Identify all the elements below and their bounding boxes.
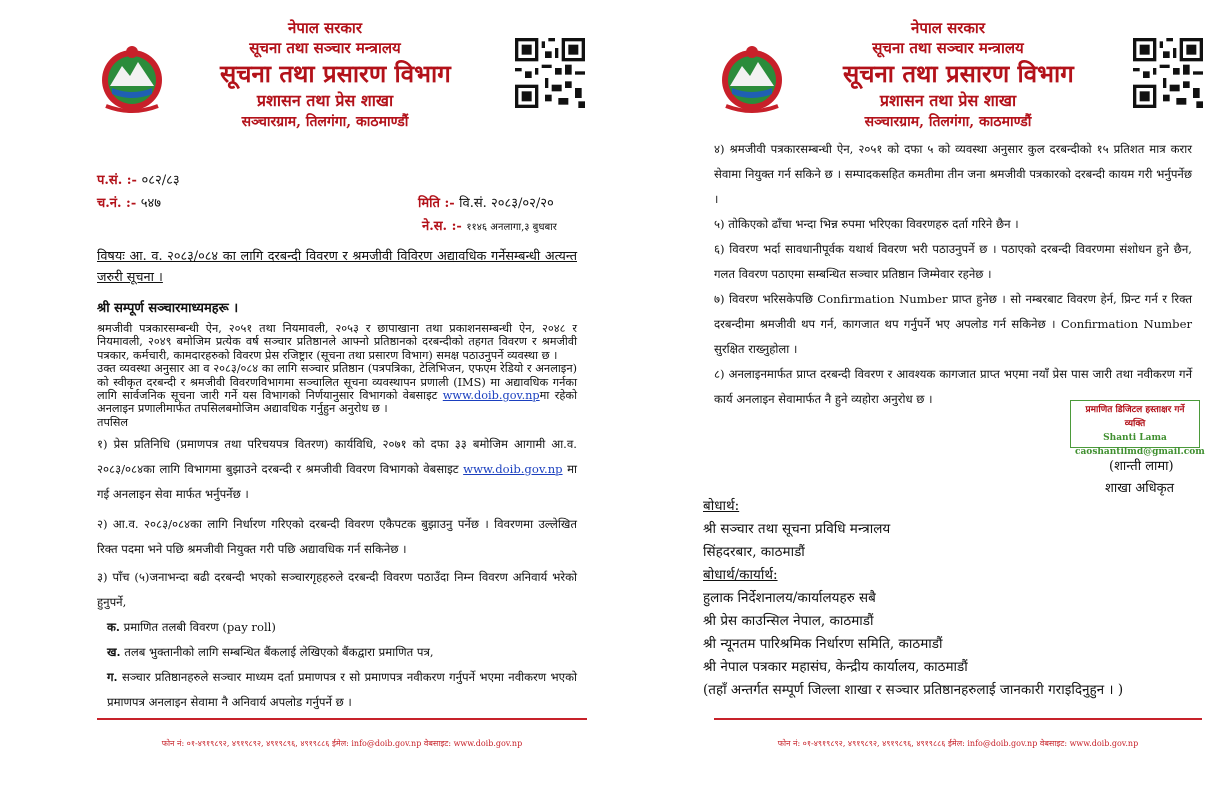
karyarth-5: (तहाँ अन्तर्गत सम्पूर्ण जिल्ला शाखा र सञ्चार प्रतिष्ठानहरुलाई जानकारी गराइदिनुहुन । ) <box>703 682 1124 698</box>
letterhead <box>843 18 1074 132</box>
footer-contact: फोन नं: ०१-४९१९८९२, ४९१९८९२, ४९१९८९६, ४९१९८८६ ईमेल: info@doib.gov.np वेबसाइट: www.doib.gov.np <box>161 739 523 748</box>
signature-box-email: caoshantilmd@gmail.com <box>1075 447 1205 457</box>
letterhead-section: प्रशासन तथा प्रेस शाखा <box>879 91 1017 110</box>
karyarth-4: श्री नेपाल पत्रकार महासंघ, केन्द्रीय कार्यालय, काठमाडौं <box>703 659 968 675</box>
letter-date: मिति :- वि.सं. २०८३/०२/२० <box>418 196 554 211</box>
doib-website-link-2[interactable]: www.doib.gov.np <box>463 462 563 476</box>
karyarth-1: हुलाक निर्देशनालय/कार्यालयहरु सबै <box>703 590 876 606</box>
chalani-number: च.नं. :- ५४७ <box>97 196 162 211</box>
page-2 <box>615 0 1230 790</box>
letterhead-ministry: सूचना तथा सञ्चार मन्त्रालय <box>872 39 1024 57</box>
left-items <box>97 432 577 715</box>
signatory-name: (शान्ती लामा) <box>1109 459 1174 474</box>
karyarth-label: बोधार्थ/कार्यार्थ: <box>703 567 778 583</box>
item-1: १) प्रेस प्रतिनिधि (प्रमाणपत्र तथा परिचयपत्र वितरण) कार्यविधि, २०७१ को दफा ३३ बमोजिम आगामी आ.व. २०८३/०८४का लागि विभागमा बुझाउने दरबन्दी र श्रमजीवी विवरण विभागको वेबसाइट www.doib.gov.np मा गई अनलाइन सेवा मार्फत भर्नुपर्नेछ । <box>97 437 578 501</box>
letterhead-department: सूचना तथा प्रसारण विभाग <box>843 59 1074 88</box>
letterhead-address: सञ्चारग्राम, तिलगंगा, काठमाण्डौं <box>864 114 1032 130</box>
signature-box-name: Shanti Lama <box>1103 433 1167 443</box>
letterhead-department: सूचना तथा प्रसारण विभाग <box>220 59 451 88</box>
bodharth-label: बोधार्थ: <box>703 498 740 514</box>
signatory-designation: शाखा अधिकृत <box>1105 481 1175 496</box>
letterhead-government: नेपाल सरकार <box>911 19 985 37</box>
footer-divider <box>97 718 587 720</box>
item-2: २) आ.व. २०८३/०८४का लागि निर्धारण गरिएको दरबन्दी विवरण एकैपटक बुझाउनु पर्नेछ । विवरणमा उल्लेखित रिक्त पदमा भने पछि श्रमजीवी नियुक्त गरी पछि अद्यावधिक गर्न सकिनेछ । <box>97 517 577 556</box>
item-8: ८) अनलाइनमार्फत प्राप्त दरबन्दी विवरण र आवश्यक कागजात प्राप्त भएमा नयाँ प्रेस पास जारी तथा नवीकरण गर्ने कार्य अनलाइन सेवामार्फत नै हुने व्यहोरा अनुरोध छ । <box>714 367 1192 406</box>
karyarth-3: श्री न्यूनतम पारिश्रमिक निर्धारण समिति, काठमाडौं <box>703 636 943 652</box>
qr-code-icon <box>1133 38 1203 108</box>
distribution-list <box>703 495 1123 702</box>
salutation: श्री सम्पूर्ण सञ्चारमाध्यमहरू । <box>97 301 239 316</box>
bodharth-2: सिंहदरबार, काठमाडौं <box>703 544 805 560</box>
signature-box-title: प्रमाणित डिजिटल हस्ताक्षर गर्ने व्यक्ति <box>1085 405 1185 429</box>
item-3: ३) पाँच (५)जनाभन्दा बढी दरबन्दी भएको सञ्चारगृहहरुले दरबन्दी विवरण पठाउँदा निम्न विवरण अनिवार्य भरेको हुनुपर्ने, <box>97 570 577 609</box>
nepal-sambat-date: ने.स. :- ११४६ अनलागा,३ बुधबार <box>422 219 557 234</box>
item-4: ४) श्रमजीवी पत्रकारसम्बन्धी ऐन, २०५१ को दफा ५ को व्यवस्था अनुसार कुल दरबन्दीको १५ प्रतिशत मात्र करार सेवामा नियुक्त गर्न सकिने छ । सम्पादकसहित कमतीमा तीन जना श्रमजीवी पत्रकारको दरबन्दी कायम गरी भर्नुपर्नेछ । <box>714 142 1192 206</box>
doib-website-link[interactable]: www.doib.gov.np <box>442 389 540 403</box>
intro-paragraph-1: श्रमजीवी पत्रकारसम्बन्धी ऐन, २०५१ तथा नियमावली, २०५३ र छापाखाना तथा प्रकाशनसम्बन्धी ऐन, २०४८ र नियमावली, २०४९ बमोजिम प्रत्येक वर्ष सञ्चार प्रतिष्ठानले आफ्नो प्रतिष्ठानको दरबन्दीको तहगत विवरण र श्रमजीवी पत्रकार, कर्मचारी, कामदारहरुको विवरण प्रेस रजिष्ट्रार (सूचना तथा प्रसारण विभाग) समक्ष पठाउनुपर्ने व्यवस्था छ । <box>97 322 577 362</box>
item-kha: ख. तलब भुक्तानीको लागि सम्बन्धित बैंकलाई लेखिएको बैंकद्वारा प्रमाणित पत्र, <box>107 645 434 659</box>
item-5: ५) तोकिएको ढाँचा भन्दा भिन्न रुपमा भरिएका विवरणहरु दर्ता गरिने छैन । <box>714 217 1019 231</box>
qr-code-icon <box>515 38 585 108</box>
intro-text <box>97 322 577 429</box>
item-7: ७) विवरण भरिसकेपछि Confirmation Number प्राप्त हुनेछ । सो नम्बरबाट विवरण हेर्न, प्रिन्ट गर्न र रिक्त दरबन्दीमा श्रमजीवी थप गर्न, कागजात थप गर्नुपर्ने भए अपलोड गर्न सकिनेछ । Confirmation Number सुरक्षित राख्नुहोला । <box>714 292 1192 356</box>
item-ga: ग. सञ्चार प्रतिष्ठानहरुले सञ्चार माध्यम दर्ता प्रमाणपत्र र सो प्रमाणपत्र नवीकरण गर्नुपर्ने भएमा नवीकरण भएको प्रमाणपत्र अनलाइन सेवामा नै अनिवार्य अपलोड गर्नुपर्ने छ । <box>107 670 578 709</box>
footer-contact: फोन नं: ०१-४९१९८९२, ४९१९८९२, ४९१९८९६, ४९१९८८६ ईमेल: info@doib.gov.np वेबसाइट: www.doib.gov.np <box>777 739 1139 748</box>
karyarth-2: श्री प्रेस काउन्सिल नेपाल, काठमाडौं <box>703 613 874 629</box>
intro-paragraph-2: उक्त व्यवस्था अनुसार आ व २०८३/०८४ का लागि सञ्चार प्रतिष्ठान (पत्रपत्रिका, टेलिभिजन, एफएम रेडियो र अनलाइन) को स्वीकृत दरबन्दी र श्रमजीवी विवरणविभागमा सञ्चालित सूचना व्यवस्थापन प्रणाली (IMS) मा अद्यावधिक गर्नका लागि सार्वजनिक सूचना जारी गर्ने यस विभागको निर्णयानुसार विभागको वेबसाइट www.doib.gov.npमा रहेको अनलाइन प्रणालीमार्फत तपसिलबमोजिम अद्यावधिक गर्नुहुन अनुरोध छ । <box>97 362 577 416</box>
tapasil-label: तपसिल <box>97 415 129 429</box>
letterhead-ministry: सूचना तथा सञ्चार मन्त्रालय <box>249 39 401 57</box>
letterhead <box>220 18 451 132</box>
digital-signature-box <box>1070 400 1205 457</box>
nepal-emblem-icon <box>92 36 172 116</box>
letterhead-government: नेपाल सरकार <box>288 19 362 37</box>
ps-number: प.सं. :- ०८२/८३ <box>97 173 180 188</box>
letterhead-section: प्रशासन तथा प्रेस शाखा <box>256 91 394 110</box>
nepal-emblem-icon <box>712 36 792 116</box>
right-items <box>714 137 1192 412</box>
footer-divider <box>714 718 1202 720</box>
item-6: ६) विवरण भर्दा सावधानीपूर्वक यथार्थ विवरण भरी पठाउनुपर्ने छ । पठाएको दरबन्दी विवरणमा संशोधन हुने छैन, गलत विवरण पठाएमा सम्बन्धित सञ्चार प्रतिष्ठान जिम्मेवार रहनेछ । <box>714 242 1192 281</box>
bodharth-1: श्री सञ्चार तथा सूचना प्रविधि मन्त्रालय <box>703 521 891 537</box>
subject-line: विषयः आ. व. २०८३/०८४ का लागि दरबन्दी विवरण र श्रमजीवी विविरण अद्यावधिक गर्नेसम्बन्धी अत्यन्त जरुरी सूचना । <box>97 249 577 285</box>
letterhead-address: सञ्चारग्राम, तिलगंगा, काठमाण्डौं <box>241 114 409 130</box>
item-ka: क. प्रमाणित तलबी विवरण (pay roll) <box>107 620 276 634</box>
